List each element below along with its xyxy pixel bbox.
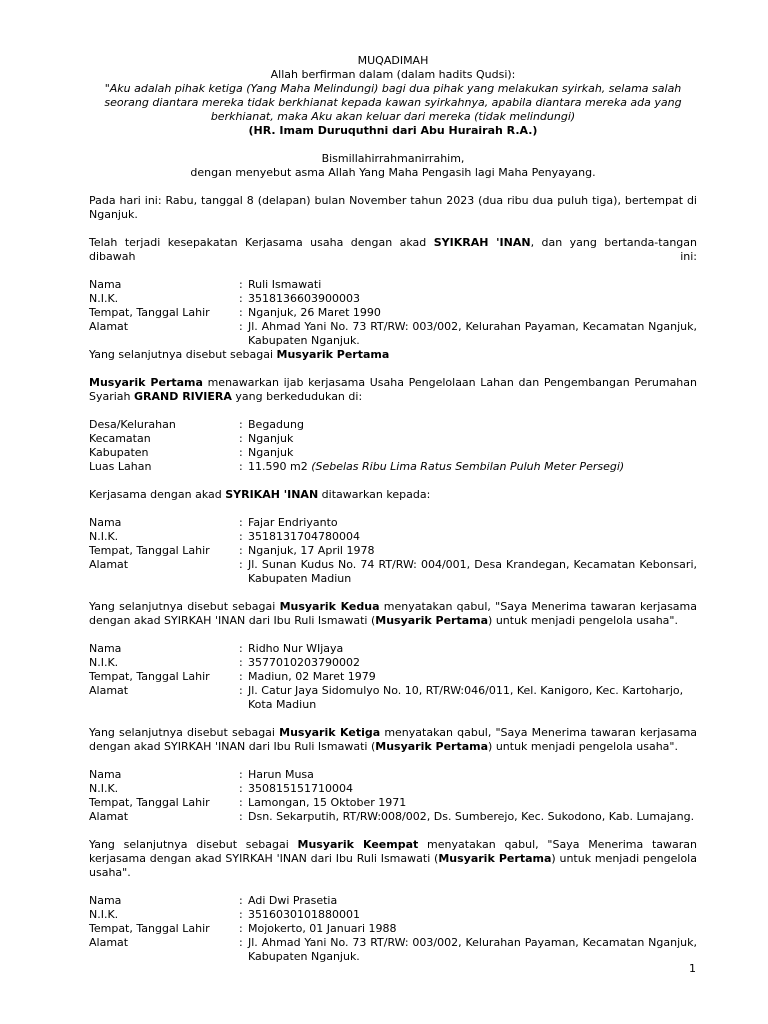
bismillah-meaning: dengan menyebut asma Allah Yang Maha Pengasih lagi Maha Penyayang. bbox=[190, 166, 596, 179]
party-fourth-identity: Nama : Harun Musa N.I.K. : 350815151710004 Tempat, Tanggal Lahir : Lamongan, 15 Oktober 1971 Alamat : Dsn. Sekarputih, RT/RW:008/002, Ds. Sumberejo, Kec. Sukodono, Kab. Lumajang. bbox=[89, 768, 695, 823]
page-number: 1 bbox=[689, 962, 696, 975]
party-third-identity: Nama : Ridho Nur WIjaya N.I.K. : 3577010203790002 Tempat, Tanggal Lahir : Madiun, 02 Maret 1979 Alamat : Jl. Catur Jaya Sidomulyo No. 10, RT/RW:046/011, Kel. Kanigoro, Kec. Kartoharjo, Kota Madiun bbox=[89, 642, 684, 711]
party-third-acceptance: Yang selanjutnya disebut sebagai Musyarik Ketiga menyatakan qabul, "Saya Menerima tawaran kerjasama dengan akad SYIRKAH 'INAN dari Ibu Ruli Ismawati (Musyarik Pertama) untuk menjadi pengelola usaha". bbox=[89, 726, 698, 753]
bismillah: Bismillahirrahmanirrahim, bbox=[321, 152, 465, 165]
party-fourth-acceptance: Yang selanjutnya disebut sebagai Musyarik Keempat menyatakan qabul, "Saya Menerima tawaran kerjasama dengan akad SYIRKAH 'INAN dari Ibu Ruli Ismawati (Musyarik Pertama) untuk menjadi pengelola usaha". bbox=[89, 838, 697, 879]
party-fifth-identity: Nama : Adi Dwi Prasetia N.I.K. : 3516030101880001 Tempat, Tanggal Lahir : Mojokerto, 01 Januari 1988 Alamat : Jl. Ahmad Yani No. 73 RT/RW: 003/002, Kelurahan Payaman, Kecamatan Nganjuk, Kabupaten Nganjuk. bbox=[89, 894, 697, 963]
hadith-source: (HR. Imam Duruquthni dari Abu Hurairah R.A.) bbox=[248, 124, 538, 137]
agreement-line-2: dibawah ini: bbox=[89, 250, 697, 263]
date-paragraph: Pada hari ini: Rabu, tanggal 8 (delapan) bulan November tahun 2023 (dua ribu dua puluh tiga), bertempat di Nganjuk. bbox=[89, 194, 697, 221]
party-second-acceptance: Yang selanjutnya disebut sebagai Musyarik Kedua menyatakan qabul, "Saya Menerima tawaran kerjasama dengan akad SYIRKAH 'INAN dari Ibu Ruli Ismawati (Musyarik Pertama) untuk menjadi pengelola usaha". bbox=[89, 600, 697, 627]
agreement-paragraph: Telah terjadi kesepakatan Kerjasama usaha dengan akad SYIKRAH 'INAN, dan yang bertanda-tangan bbox=[89, 236, 697, 249]
hadith-quote: "Aku adalah pihak ketiga (Yang Maha Melindungi) bagi dua pihak yang melakukan syirkah, selama salah seorang diantara mereka tidak berkhianat kepada kawan syirkahnya, apabila diantara mereka ada yang berkhianat, maka Aku akan keluar dari mereka (tidak melindungi) bbox=[104, 82, 682, 123]
document-title: MUQADIMAH bbox=[357, 54, 429, 67]
offer-paragraph: Musyarik Pertama menawarkan ijab kerjasama Usaha Pengelolaan Lahan dan Pengembangan Perumahan Syariah GRAND RIVIERA yang berkedudukan di: bbox=[89, 376, 697, 403]
document-page bbox=[89, 54, 697, 964]
party-second-identity: Nama : Fajar Endriyanto N.I.K. : 3518131704780004 Tempat, Tanggal Lahir : Nganjuk, 17 April 1978 Alamat : Jl. Sunan Kudus No. 74 RT/RW: 004/001, Desa Krandegan, Kecamatan Kebonsari, Kabupaten Madiun bbox=[89, 516, 697, 585]
party-first-identity: Nama : Ruli Ismawati N.I.K. : 3518136603900003 Tempat, Tanggal Lahir : Nganjuk, 26 Maret 1990 Alamat : Jl. Ahmad Yani No. 73 RT/RW: 003/002, Kelurahan Payaman, Kecamatan Nganjuk, Kabupaten Nganjuk. bbox=[89, 278, 697, 347]
location-details: Desa/Kelurahan : Begadung Kecamatan : Nganjuk Kabupaten : Nganjuk Luas Lahan : 11.590 m2 (Sebelas Ribu Lima Ratus Sembilan Puluh Meter Persegi) bbox=[89, 418, 625, 473]
party-first-role: Yang selanjutnya disebut sebagai Musyarik Pertama bbox=[89, 348, 390, 361]
intro-line: Allah berfirman dalam (dalam hadits Qudsi): bbox=[270, 68, 516, 81]
offered-to-paragraph: Kerjasama dengan akad SYRIKAH 'INAN ditawarkan kepada: bbox=[89, 488, 431, 501]
heading-block bbox=[89, 54, 697, 180]
